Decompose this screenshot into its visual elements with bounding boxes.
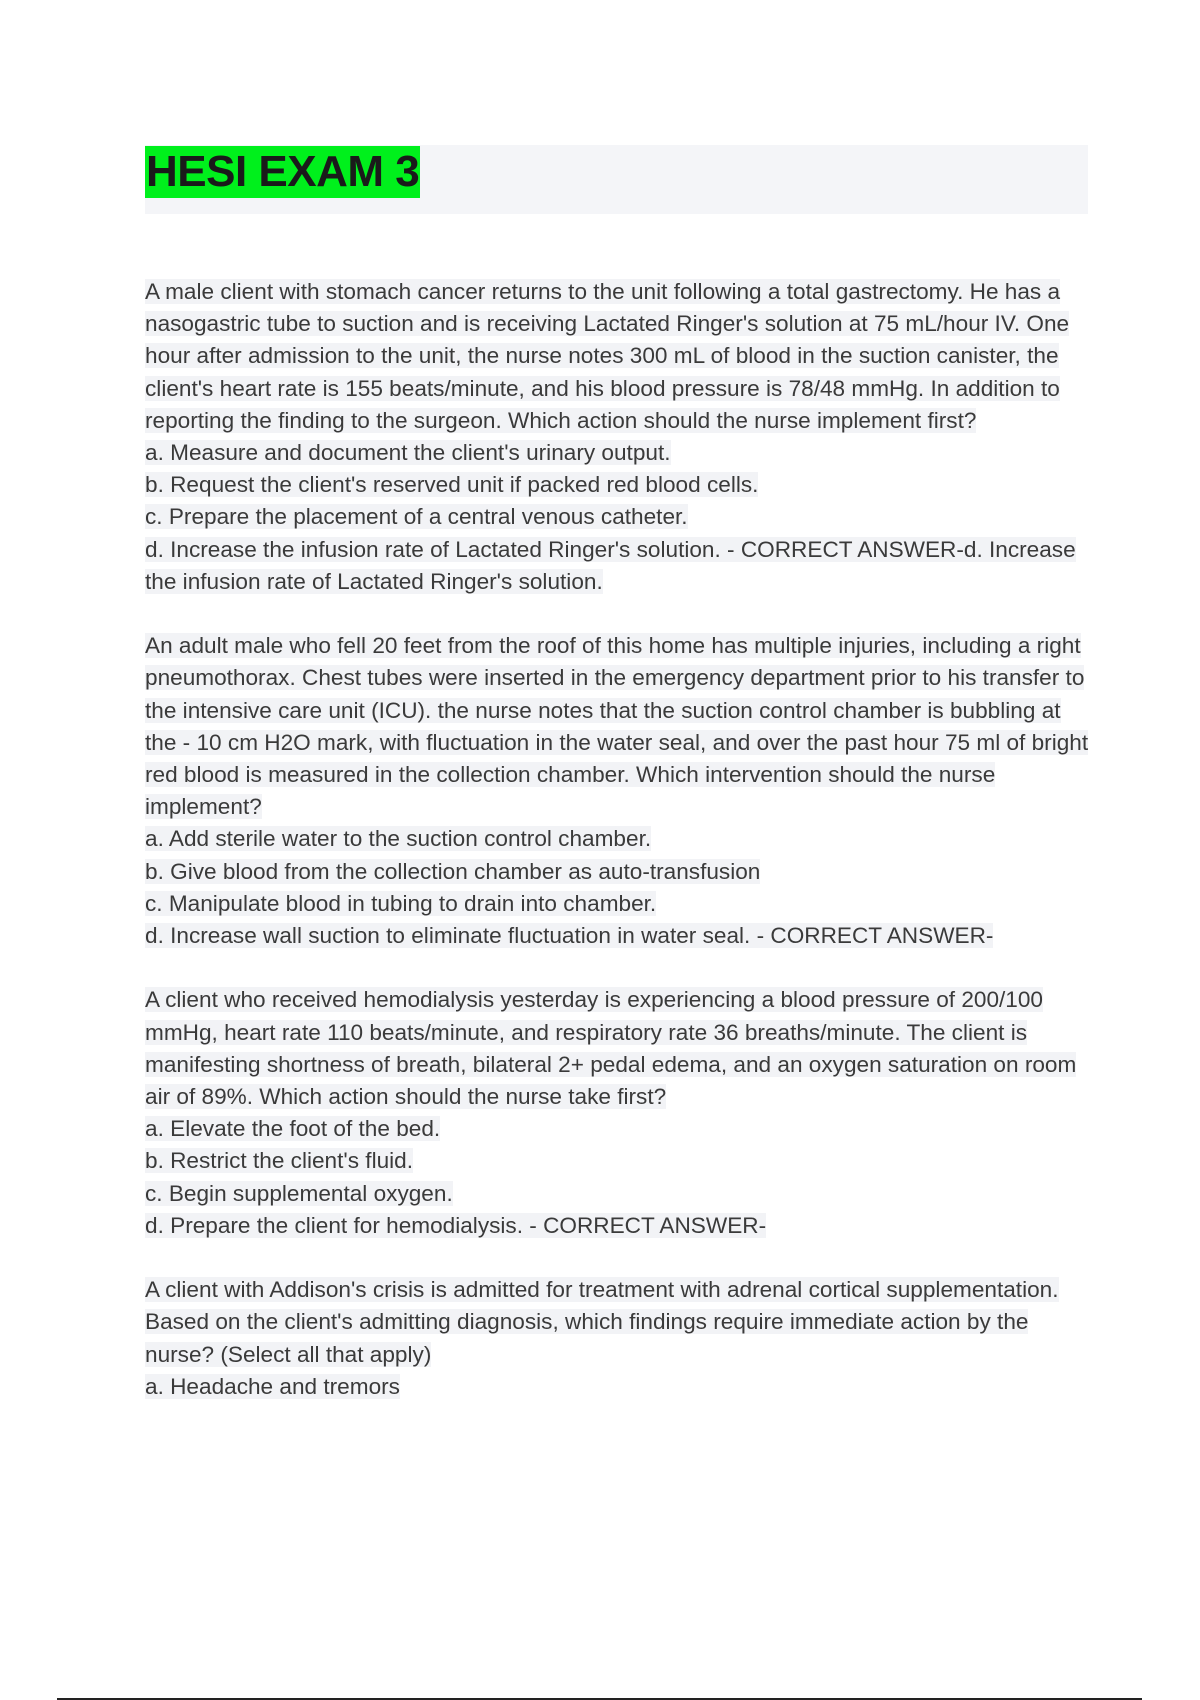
question-stem-text: A male client with stomach cancer returns to the unit following a total gastrectomy. He has a nasogastric tube to suction and is receiving Lactated Ringer's solution at 75 mL/hour IV. One hour after admission to the unit, the nurse notes 300 mL of blood in the suction canister, the client's heart rate is 155 beats/minute, and his blood pressure is 78/48 mmHg. In addition to reporting the finding to the surgeon. Which action should the nurse implement first? bbox=[145, 279, 1070, 433]
question-4 bbox=[145, 1274, 1090, 1403]
question-stem-text: A client with Addison's crisis is admitted for treatment with adrenal cortical supplementation. Based on the client's admitting diagnosis, which findings require immediate action by the nurse? (Select all that apply) bbox=[145, 1277, 1059, 1367]
answer-option bbox=[145, 823, 1090, 855]
answer-option bbox=[145, 501, 1090, 533]
answer-option-text: c. Manipulate blood in tubing to drain into chamber. bbox=[145, 890, 657, 916]
answer-option bbox=[145, 1145, 1090, 1177]
document-body bbox=[145, 276, 1090, 1435]
question-stem bbox=[145, 276, 1090, 437]
answer-option bbox=[145, 469, 1090, 501]
answer-option-text: d. Prepare the client for hemodialysis. - CORRECT ANSWER- bbox=[145, 1212, 767, 1238]
answer-option-text: a. Elevate the foot of the bed. bbox=[145, 1116, 441, 1142]
answer-option bbox=[145, 1113, 1090, 1145]
answer-option bbox=[145, 1178, 1090, 1210]
answer-option bbox=[145, 888, 1090, 920]
answer-option bbox=[145, 856, 1090, 888]
question-1 bbox=[145, 276, 1090, 598]
question-stem bbox=[145, 1274, 1090, 1371]
answer-option-text: b. Request the client's reserved unit if packed red blood cells. bbox=[145, 472, 759, 498]
question-3 bbox=[145, 984, 1090, 1242]
question-stem-text: A client who received hemodialysis yesterday is experiencing a blood pressure of 200/100 mmHg, heart rate 110 beats/minute, and respiratory rate 36 breaths/minute. The client is manifesting shortness of breath, bilateral 2+ pedal edema, and an oxygen saturation on room air of 89%. Which action should the nurse take first? bbox=[145, 987, 1077, 1110]
question-stem bbox=[145, 984, 1090, 1113]
answer-option bbox=[145, 534, 1090, 598]
answer-option-text: b. Restrict the client's fluid. bbox=[145, 1148, 414, 1174]
answer-option bbox=[145, 1210, 1090, 1242]
answer-option-text: a. Measure and document the client's urinary output. bbox=[145, 440, 671, 466]
answer-option-text: c. Begin supplemental oxygen. bbox=[145, 1180, 453, 1206]
answer-option-text: d. Increase the infusion rate of Lactated Ringer's solution. - CORRECT ANSWER-d. Increase the infusion rate of Lactated Ringer's solution. bbox=[145, 536, 1076, 594]
answer-option-text: d. Increase wall suction to eliminate fluctuation in water seal. - CORRECT ANSWER- bbox=[145, 923, 994, 949]
answer-option-text: a. Headache and tremors bbox=[145, 1373, 400, 1399]
question-stem-text: An adult male who fell 20 feet from the roof of this home has multiple injuries, including a right pneumothorax. Chest tubes were inserted in the emergency department prior to his transfer to the intensive care unit (ICU). the nurse notes that the suction control chamber is bubbling at the - 10 cm H2O mark, with fluctuation in the water seal, and over the past hour 75 ml of bright red blood is measured in the collection chamber. Which intervention should the nurse implement? bbox=[145, 633, 1089, 820]
answer-option bbox=[145, 1371, 1090, 1403]
answer-option-text: b. Give blood from the collection chamber as auto-transfusion bbox=[145, 858, 761, 884]
answer-option bbox=[145, 920, 1090, 952]
answer-option bbox=[145, 437, 1090, 469]
answer-option-text: c. Prepare the placement of a central venous catheter. bbox=[145, 504, 688, 530]
question-2 bbox=[145, 630, 1090, 952]
page-title: HESI EXAM 3 bbox=[146, 147, 420, 196]
question-stem bbox=[145, 630, 1090, 823]
answer-option-text: a. Add sterile water to the suction control chamber. bbox=[145, 826, 652, 852]
